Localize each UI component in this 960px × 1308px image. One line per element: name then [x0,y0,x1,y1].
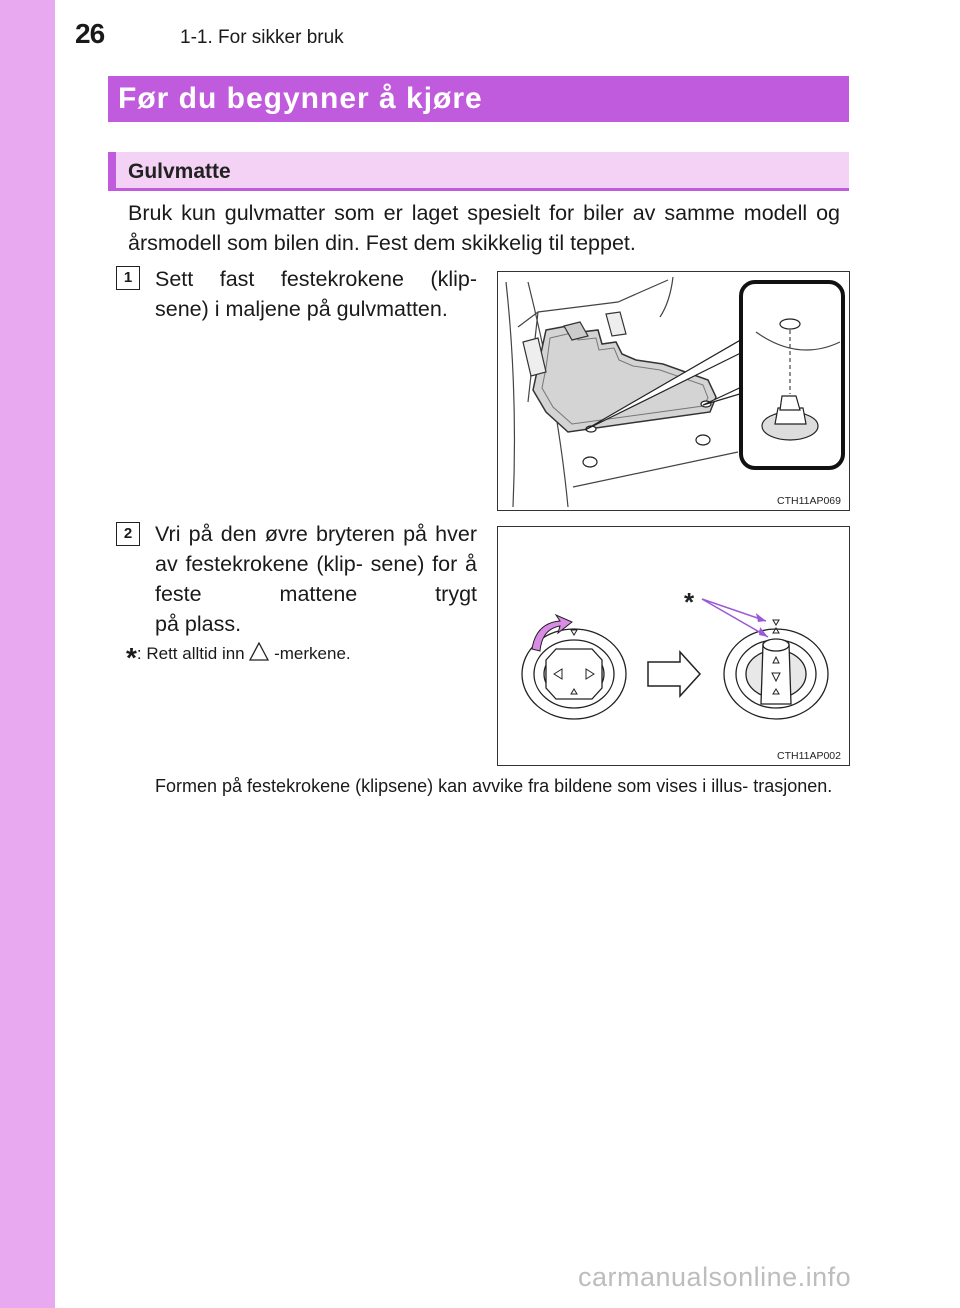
remark-paragraph: Formen på festekrokene (klipsene) kan avvike fra bildene som vises i illus- trasjonen. [155,776,833,796]
step-number-1: 1 [116,266,140,290]
note-prefix: : Rett alltid inn [136,644,245,663]
figure-floor-mat [497,271,850,511]
watermark: carmanualsonline.info [578,1262,852,1292]
side-strip [0,0,55,1308]
step-1-text-last: sene) i maljene på gulvmatten. [155,297,448,321]
page-title: Før du begynner å kjøre [118,82,483,115]
subtitle-bar [108,152,849,191]
step-2-text-last: på plass. [155,612,242,636]
step-1-text [155,264,477,324]
section-header: 1-1. For sikker bruk [180,27,344,48]
clip-rotation-illustration [498,527,849,765]
figure-2-star: * [684,587,695,617]
section-subtitle: Gulvmatte [128,160,231,183]
step-2-text-main: Vri på den øvre bryteren på hver av festekrokene (klip- sene) for å feste mattene trygt [155,522,477,606]
note-suffix: -merkene. [274,644,351,663]
step-2-text [155,519,477,639]
figure-clip-rotation [497,526,850,766]
triangle-mark-icon [249,642,269,666]
figure-1-code: CTH11AP069 [776,495,841,507]
step-1-text-main: Sett fast festekrokene (klip- [155,267,477,291]
note-star: * [126,642,137,673]
subtitle-accent [108,152,116,188]
page-number: 26 [75,18,105,49]
figure-2-code: CTH11AP002 [776,750,841,762]
intro-paragraph: Bruk kun gulvmatter som er laget spesielt for biler av samme modell og årsmodell som bilen din. Fest dem skikkelig til teppet. [128,201,840,255]
step-number-2: 2 [116,522,140,546]
note-line [126,642,351,674]
title-bar [108,76,849,122]
floor-mat-illustration [498,272,849,510]
